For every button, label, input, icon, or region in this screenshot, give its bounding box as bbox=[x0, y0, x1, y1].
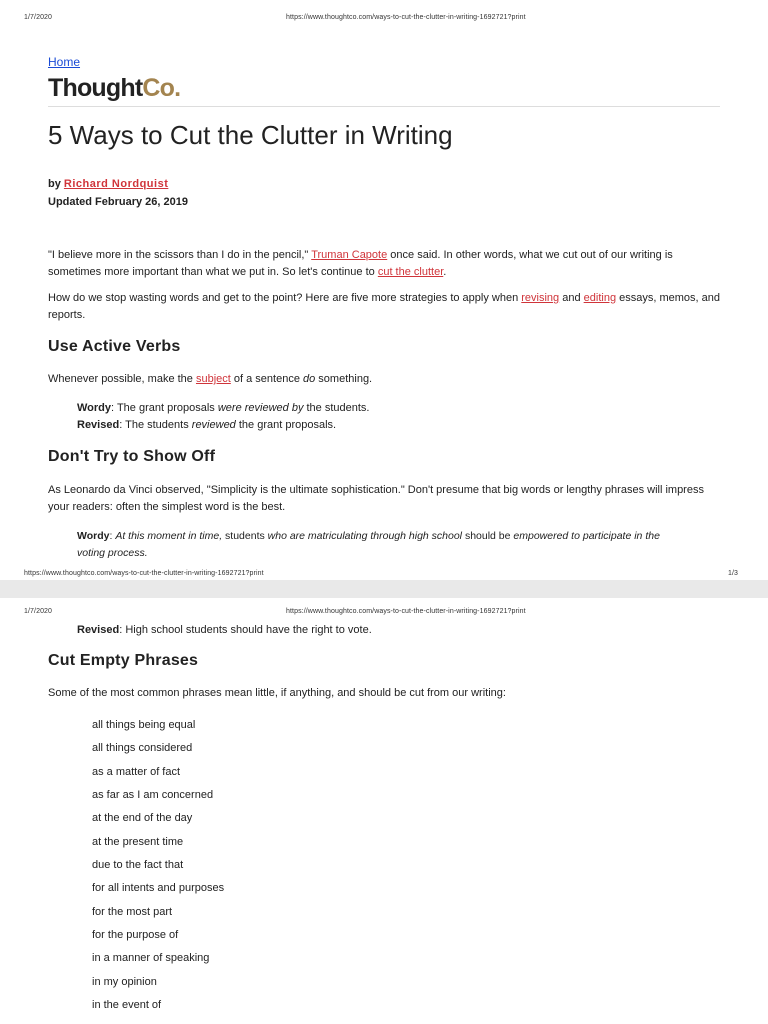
print-header-url: https://www.thoughtco.com/ways-to-cut-the-clutter-in-writing-1692721?print bbox=[286, 14, 526, 21]
print-footer-url: https://www.thoughtco.com/ways-to-cut-the-clutter-in-writing-1692721?print bbox=[24, 570, 264, 577]
active-verbs-em: do bbox=[303, 373, 316, 385]
example-wordy-1 bbox=[77, 400, 677, 417]
show-off-paragraph: As Leonardo da Vinci observed, "Simplicity is the ultimate sophistication." Don't presume that big words or lengthy phrases will impress your readers: often the simplest word is the best. bbox=[48, 484, 704, 513]
active-verbs-paragraph bbox=[48, 371, 724, 388]
wordy-colon-2: : bbox=[109, 530, 116, 542]
print-footer-page-number: 1/3 bbox=[727, 570, 738, 577]
list-item: at the end of the day bbox=[92, 812, 193, 825]
cut-the-clutter-link[interactable]: cut the clutter bbox=[377, 266, 444, 278]
wordy-text-1: students bbox=[222, 530, 268, 542]
revised-label: Revised bbox=[77, 419, 120, 431]
list-item: at the present time bbox=[92, 835, 184, 848]
list-item: for the most part bbox=[92, 905, 173, 918]
heading-dont-show-off: Don't Try to Show Off bbox=[48, 448, 216, 465]
list-item: due to the fact that bbox=[92, 858, 184, 871]
list-item: for all intents and purposes bbox=[92, 882, 225, 895]
active-verbs-text-a: Whenever possible, make the bbox=[48, 373, 196, 385]
print-header-date: 1/7/2020 bbox=[24, 14, 53, 21]
example-revised-1 bbox=[77, 417, 677, 434]
strategies-text-1: How do we stop wasting words and get to the point? Here are five more strategies to apply when bbox=[48, 292, 522, 304]
wordy-text-b: the students. bbox=[303, 402, 370, 414]
wordy-text-a: : The grant proposals bbox=[111, 402, 218, 414]
intro-paragraph bbox=[48, 247, 724, 281]
intro-text-3: . bbox=[443, 266, 447, 278]
strategies-text-3: essays, memos, and reports. bbox=[48, 292, 720, 321]
wordy-text-2: should be bbox=[462, 530, 514, 542]
active-verbs-text-b: of a sentence bbox=[230, 373, 303, 385]
revised-text-a: : The students bbox=[119, 419, 192, 431]
heading-cut-empty-phrases: Cut Empty Phrases bbox=[48, 652, 199, 669]
revising-link[interactable]: revising bbox=[521, 292, 560, 304]
revised-text-b: the grant proposals. bbox=[235, 419, 337, 431]
logo-text: Thought bbox=[48, 74, 143, 102]
editing-link[interactable]: editing bbox=[583, 292, 617, 304]
revised-em: reviewed bbox=[191, 419, 236, 431]
truman-capote-link[interactable]: Truman Capote bbox=[311, 249, 388, 261]
empty-phrases-paragraph: Some of the most common phrases mean little, if anything, and should be cut from our writing: bbox=[48, 687, 506, 699]
revised-label-2: Revised bbox=[77, 624, 120, 636]
wordy-em-3: empowered to participate in the voting process. bbox=[77, 530, 660, 559]
byline-prefix: by bbox=[48, 178, 64, 190]
list-item: for the purpose of bbox=[92, 928, 179, 941]
byline bbox=[48, 178, 168, 190]
list-item: in my opinion bbox=[92, 975, 157, 988]
list-item: as far as I am concerned bbox=[92, 788, 214, 801]
intro-text-2: once said. In other words, what we cut out of our writing is sometimes more important than what we put in. So let's continue to bbox=[48, 249, 673, 278]
author-link[interactable]: Richard Nordquist bbox=[63, 178, 169, 190]
list-item: all things being equal bbox=[92, 719, 196, 731]
print-header-date-2: 1/7/2020 bbox=[24, 608, 53, 615]
thoughtco-logo[interactable] bbox=[48, 74, 180, 103]
page-separator bbox=[0, 580, 768, 598]
wordy-label: Wordy bbox=[77, 402, 112, 414]
wordy-em: were reviewed by bbox=[217, 402, 304, 414]
list-item: as a matter of fact bbox=[92, 765, 181, 778]
intro-text-1: "I believe more in the scissors than I do in the pencil," bbox=[48, 249, 312, 261]
subject-link[interactable]: subject bbox=[195, 373, 231, 385]
strategies-paragraph bbox=[48, 290, 724, 324]
example-wordy-2 bbox=[77, 528, 667, 562]
wordy-label-2: Wordy bbox=[77, 530, 110, 542]
article-title: 5 Ways to Cut the Clutter in Writing bbox=[48, 120, 453, 150]
list-item: all things considered bbox=[92, 742, 193, 755]
print-header-url-2: https://www.thoughtco.com/ways-to-cut-the-clutter-in-writing-1692721?print bbox=[286, 608, 526, 615]
strategies-text-2: and bbox=[559, 292, 584, 304]
heading-use-active-verbs: Use Active Verbs bbox=[48, 338, 181, 355]
wordy-em-1: At this moment in time, bbox=[115, 530, 223, 542]
home-link[interactable]: Home bbox=[48, 55, 81, 69]
revised-text-2: : High school students should have the right to vote. bbox=[119, 624, 372, 636]
list-item: in the event of bbox=[92, 998, 162, 1011]
wordy-em-2: who are matriculating through high school bbox=[267, 530, 463, 542]
example-revised-2 bbox=[77, 622, 677, 639]
empty-phrases-list bbox=[92, 717, 224, 1020]
list-item: in a manner of speaking bbox=[92, 952, 210, 965]
active-verbs-text-c: something. bbox=[315, 373, 373, 385]
updated-date: Updated February 26, 2019 bbox=[48, 196, 189, 208]
header-divider bbox=[48, 106, 720, 107]
logo-accent: Co. bbox=[142, 74, 181, 102]
